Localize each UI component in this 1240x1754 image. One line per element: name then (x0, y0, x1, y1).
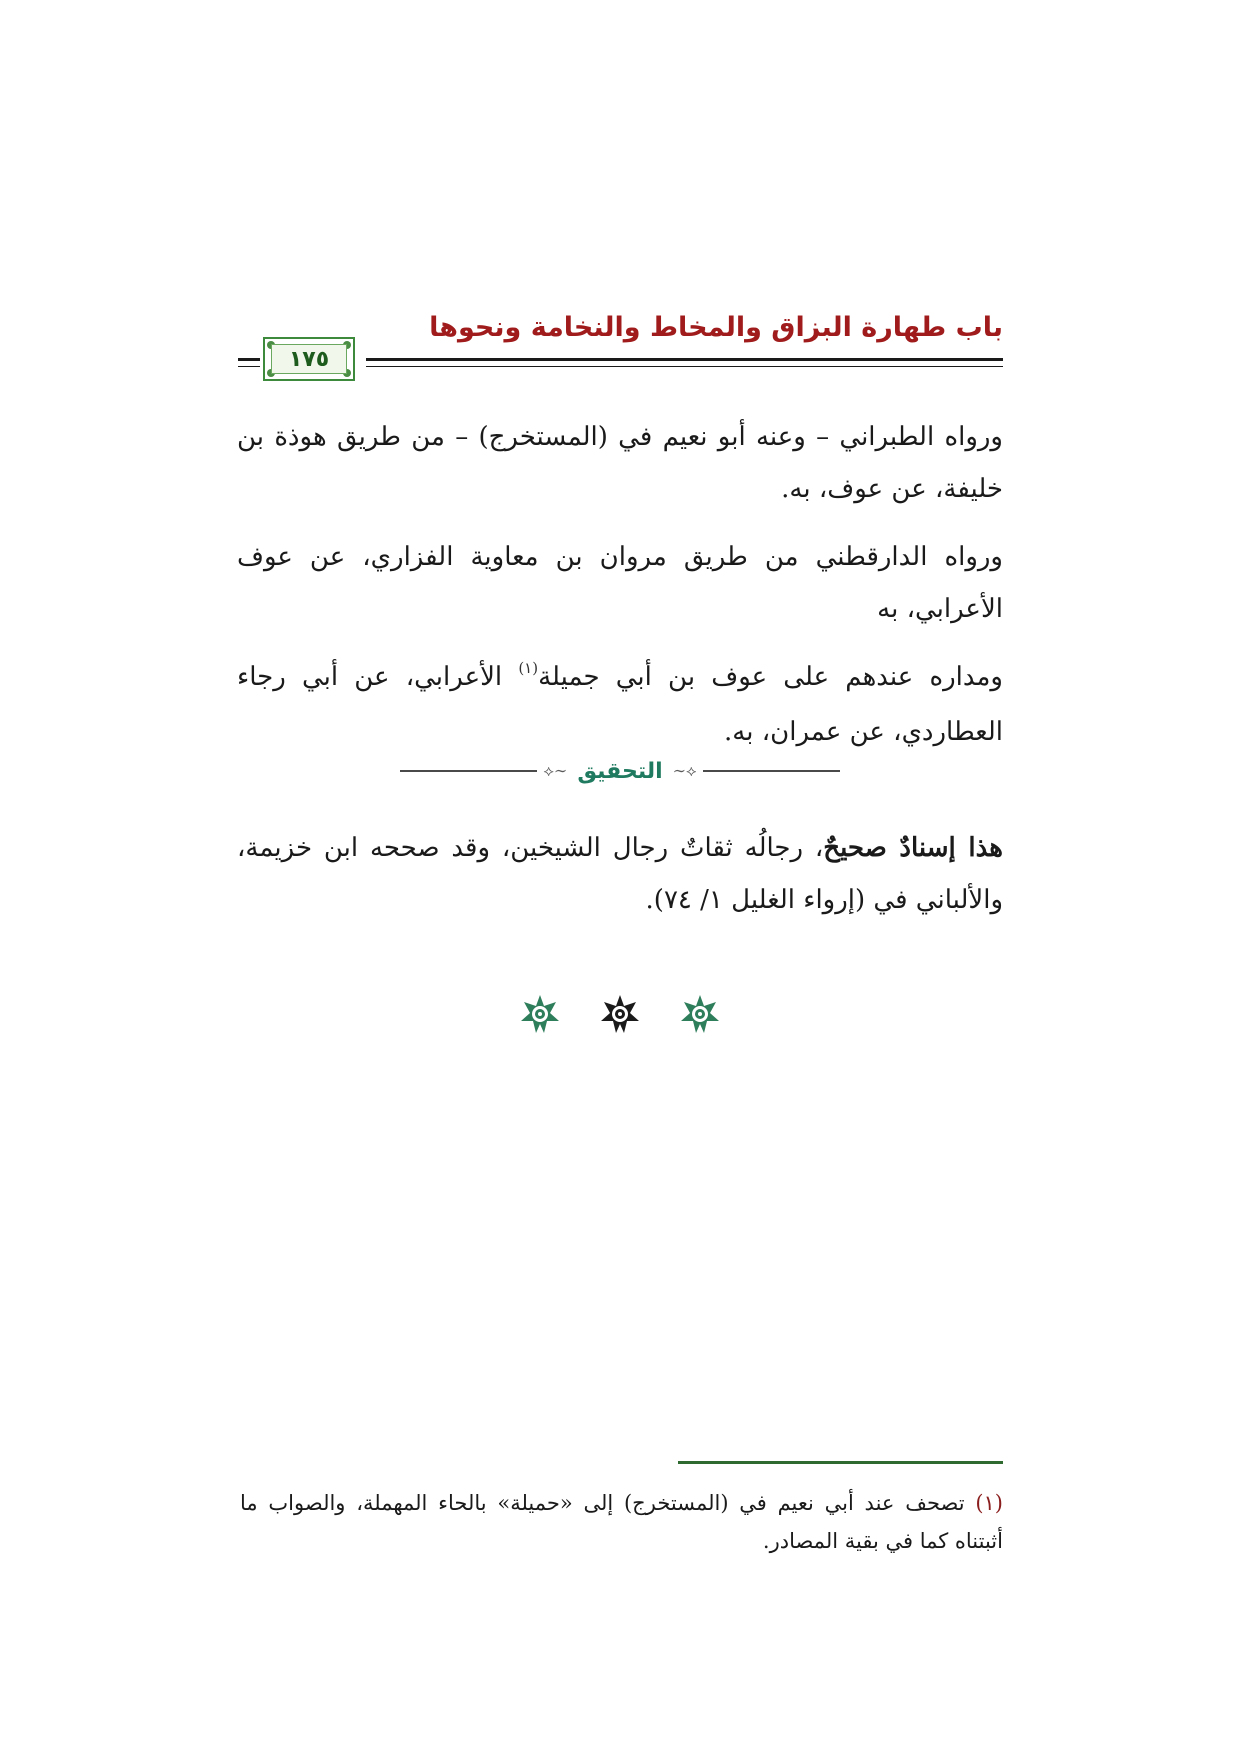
header-rule (366, 358, 1003, 361)
section-end-ornament (520, 994, 720, 1034)
ornamental-star-icon (600, 994, 640, 1034)
ornamental-star-icon (680, 994, 720, 1034)
footnote-text: تصحف عند أبي نعيم في (المستخرج) إلى «حميلة» بالحاء المهملة، والصواب ما أثبتناه كما في بقية المصادر. (240, 1491, 1003, 1553)
section-divider (400, 756, 840, 786)
divider-ornament-icon: ⟡∽ (672, 761, 697, 780)
header-rule-left-thin (238, 366, 260, 367)
paragraph-3-end: الأعرابي، عن أبي رجاء العطاردي، عن عمران، به. (237, 662, 1003, 747)
header-rule-thin (366, 366, 1003, 367)
divider-ornament-icon: ∽⟡ (543, 761, 568, 780)
page-number: ١٧٥ (288, 346, 330, 372)
paragraph-1: ورواه الطبراني – وعنه أبو نعيم في (المستخرج) – من طريق هوذة بن خليفة، عن عوف، به. (237, 422, 1003, 504)
header-rule-left (238, 358, 260, 361)
footnote-reference[interactable]: (١) (518, 659, 539, 677)
paragraph-4-rest: ، رجالُه ثقاتٌ رجال الشيخين، وقد صححه ابن خزيمة، والألباني في (إرواء الغليل ١/ ٧٤). (237, 833, 1003, 915)
paragraph-3-start: ومداره عندهم على عوف بن أبي جميلة (538, 662, 1003, 692)
page-number-frame (263, 337, 355, 381)
paragraph-2: ورواه الدارقطني من طريق مروان بن معاوية الفزاري، عن عوف الأعرابي، به (237, 542, 1003, 624)
footnote-separator (678, 1461, 1003, 1464)
paragraph-4 (237, 822, 1003, 926)
section-title: التحقيق (577, 758, 663, 784)
verdict-phrase: هذا إسنادٌ صحيحٌ (823, 833, 1003, 863)
divider-line (400, 770, 537, 772)
paragraph-3 (237, 651, 1003, 758)
footnote-number: (١) (975, 1491, 1003, 1515)
chapter-title: باب طهارة البزاق والمخاط والنخامة ونحوها (429, 312, 1003, 343)
divider-line (703, 770, 840, 772)
ornamental-star-icon (520, 994, 560, 1034)
footnote-1 (240, 1484, 1003, 1560)
